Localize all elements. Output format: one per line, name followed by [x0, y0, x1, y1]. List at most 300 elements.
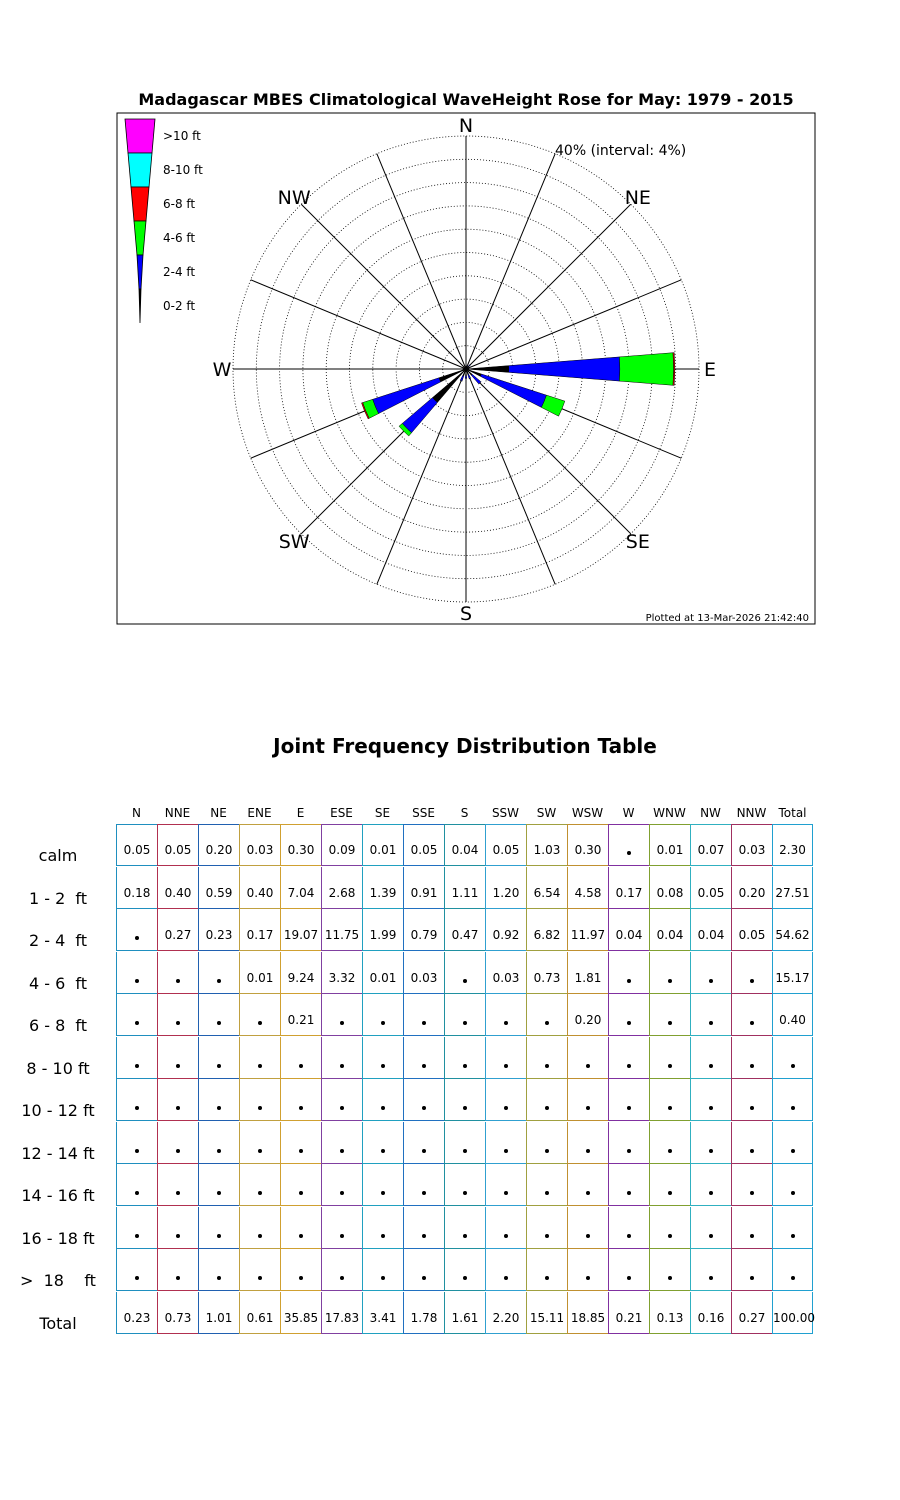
- empty-value-dot: [217, 1234, 221, 1238]
- legend-label: 4-6 ft: [163, 231, 196, 245]
- empty-value-dot: [258, 1276, 262, 1280]
- table-cell: [608, 867, 649, 909]
- legend-label: 6-8 ft: [163, 197, 196, 211]
- row-label: 1 - 2 ft: [28, 888, 88, 908]
- empty-value-dot: [627, 1234, 631, 1238]
- table-cell: [444, 1249, 485, 1291]
- column-header: NNE: [164, 806, 191, 820]
- empty-value-dot: [791, 1276, 795, 1280]
- empty-value-dot: [586, 1276, 590, 1280]
- table-cell: [239, 824, 280, 866]
- table-cell: [239, 994, 280, 1036]
- table-cell: [567, 1207, 608, 1249]
- cell-value: 15.17: [775, 970, 810, 985]
- table-cell: [649, 952, 690, 994]
- table-cell: [731, 824, 772, 866]
- table-cell: [321, 867, 362, 909]
- table-cell: [198, 1037, 239, 1079]
- table-cell: [403, 824, 444, 866]
- table-cell: [690, 994, 731, 1036]
- cell-value: 0.23: [205, 928, 233, 942]
- empty-value-dot: [791, 1064, 795, 1068]
- cell-value: 0.30: [287, 843, 315, 857]
- cell-value: 1.03: [533, 843, 561, 857]
- empty-value-dot: [750, 1149, 754, 1153]
- cell-value: 0.05: [738, 928, 766, 942]
- compass-label-ne: NE: [624, 187, 651, 210]
- table-cell: [567, 1292, 608, 1334]
- empty-value-dot: [422, 1276, 426, 1280]
- table-cell: [116, 994, 157, 1036]
- table-cell: [567, 824, 608, 866]
- empty-value-dot: [258, 1064, 262, 1068]
- row-label: Total: [39, 1313, 77, 1333]
- table-cell: [157, 1292, 198, 1334]
- table-cell: [444, 824, 485, 866]
- table-cell: [321, 952, 362, 994]
- cell-value: 0.17: [615, 885, 643, 900]
- empty-value-dot: [463, 1191, 467, 1195]
- empty-value-dot: [217, 1021, 221, 1025]
- legend-label: 0-2 ft: [163, 299, 196, 313]
- cell-value: 0.08: [656, 885, 684, 900]
- cell-value: 0.01: [369, 970, 397, 985]
- column-header: ENE: [247, 806, 272, 820]
- table-cell: [198, 824, 239, 866]
- empty-value-dot: [299, 1064, 303, 1068]
- table-cell: [567, 1249, 608, 1291]
- empty-value-dot: [463, 1021, 467, 1025]
- table-cell: [485, 1037, 526, 1079]
- table-cell: [772, 994, 813, 1036]
- table-cell: [157, 1122, 198, 1164]
- cell-value: 0.01: [656, 843, 684, 857]
- empty-value-dot: [176, 1191, 180, 1195]
- row-label: 6 - 8 ft: [28, 1016, 88, 1035]
- empty-value-dot: [135, 1064, 139, 1068]
- cell-value: 0.73: [533, 970, 561, 985]
- table-cell: [321, 1122, 362, 1164]
- table-cell: [772, 1249, 813, 1291]
- cell-value: 1.11: [451, 885, 479, 900]
- empty-value-dot: [340, 1106, 344, 1110]
- table-cell: [608, 994, 649, 1036]
- empty-value-dot: [258, 1149, 262, 1153]
- empty-value-dot: [668, 1021, 672, 1025]
- table-cell: [403, 1164, 444, 1206]
- table-cell: [772, 867, 813, 909]
- table-cell: [649, 1207, 690, 1249]
- table-cell: [608, 1122, 649, 1164]
- empty-value-dot: [627, 979, 631, 983]
- cell-value: 0.30: [574, 843, 602, 857]
- table-cell: [690, 1292, 731, 1334]
- column-header: N: [132, 806, 141, 820]
- table-cell: [731, 909, 772, 951]
- empty-value-dot: [668, 979, 672, 983]
- table-cell: [485, 994, 526, 1036]
- empty-value-dot: [791, 1234, 795, 1238]
- table-cell: [690, 909, 731, 951]
- table-cell: [526, 1122, 567, 1164]
- table-cell: [649, 1164, 690, 1206]
- table-cell: [116, 1122, 157, 1164]
- empty-value-dot: [176, 979, 180, 983]
- table-cell: [157, 1037, 198, 1079]
- cell-value: 11.75: [324, 928, 360, 942]
- table-cell: [690, 824, 731, 866]
- empty-value-dot: [463, 1064, 467, 1068]
- cell-value: 0.09: [328, 843, 356, 857]
- empty-value-dot: [709, 1149, 713, 1153]
- table-cell: [731, 867, 772, 909]
- table-cell: [526, 952, 567, 994]
- table-cell: [649, 909, 690, 951]
- table-cell: [321, 1207, 362, 1249]
- cell-value: 1.81: [574, 970, 602, 985]
- cell-value: 0.05: [410, 843, 438, 857]
- empty-value-dot: [750, 1234, 754, 1238]
- empty-value-dot: [340, 1064, 344, 1068]
- row-label: 10 - 12 ft: [21, 1101, 95, 1120]
- empty-value-dot: [340, 1276, 344, 1280]
- empty-value-dot: [176, 1021, 180, 1025]
- table-cell: [362, 1207, 403, 1249]
- empty-value-dot: [586, 1064, 590, 1068]
- cell-value: 0.20: [205, 843, 233, 857]
- cell-value: 1.99: [369, 928, 397, 942]
- table-cell: [772, 1164, 813, 1206]
- table-cell: [567, 1079, 608, 1121]
- table-cell: [731, 1164, 772, 1206]
- table-cell: [321, 1292, 362, 1334]
- empty-value-dot: [340, 1149, 344, 1153]
- table-cell: [362, 1122, 403, 1164]
- cell-value: 0.16: [697, 1310, 725, 1325]
- table-cell: [526, 1207, 567, 1249]
- table-cell: [649, 1292, 690, 1334]
- table-cell: [116, 909, 157, 951]
- empty-value-dot: [422, 1149, 426, 1153]
- empty-value-dot: [463, 1234, 467, 1238]
- table-cell: [444, 1292, 485, 1334]
- table-cell: [362, 1037, 403, 1079]
- legend-label: >10 ft: [163, 129, 201, 143]
- cell-value: 0.73: [164, 1310, 192, 1325]
- empty-value-dot: [750, 1106, 754, 1110]
- compass-label-se: SE: [625, 530, 650, 553]
- table-cell: [608, 1164, 649, 1206]
- table-cell: [485, 1079, 526, 1121]
- table-cell: [526, 1079, 567, 1121]
- table-cell: [403, 909, 444, 951]
- empty-value-dot: [135, 1021, 139, 1025]
- cell-value: 0.61: [246, 1310, 274, 1325]
- compass-label-n: N: [458, 115, 474, 137]
- empty-value-dot: [299, 1106, 303, 1110]
- table-cell: [526, 867, 567, 909]
- cell-value: 7.04: [287, 885, 315, 900]
- table-cell: [608, 952, 649, 994]
- table-cell: [198, 1249, 239, 1291]
- row-label: 2 - 4 ft: [28, 931, 88, 950]
- empty-value-dot: [709, 979, 713, 983]
- table-cell: [485, 824, 526, 866]
- column-header: W: [622, 806, 635, 820]
- table-cell: [198, 1164, 239, 1206]
- empty-value-dot: [381, 1276, 385, 1280]
- empty-value-dot: [627, 1191, 631, 1195]
- empty-value-dot: [422, 1191, 426, 1195]
- cell-value: 35.85: [283, 1310, 319, 1325]
- column-header: SW: [536, 806, 557, 820]
- column-header: S: [460, 806, 469, 820]
- empty-value-dot: [217, 979, 221, 983]
- cell-value: 0.27: [164, 928, 192, 942]
- empty-value-dot: [381, 1106, 385, 1110]
- empty-value-dot: [545, 1106, 549, 1110]
- empty-value-dot: [668, 1106, 672, 1110]
- ring-interval-label: 40% (interval: 4%): [555, 143, 687, 159]
- table-cell: [731, 1249, 772, 1291]
- table-cell: [116, 1037, 157, 1079]
- table-cell: [526, 1037, 567, 1079]
- table-cell: [608, 1079, 649, 1121]
- cell-value: 0.23: [123, 1310, 151, 1325]
- table-cell: [157, 952, 198, 994]
- cell-value: 0.91: [410, 885, 438, 900]
- empty-value-dot: [504, 1191, 508, 1195]
- column-header: SE: [374, 806, 391, 820]
- table-cell: [157, 824, 198, 866]
- table-cell: [198, 1079, 239, 1121]
- table-cell: [198, 867, 239, 909]
- table-cell: [198, 952, 239, 994]
- empty-value-dot: [135, 1191, 139, 1195]
- table-cell: [731, 952, 772, 994]
- cell-value: 1.61: [451, 1310, 479, 1325]
- empty-value-dot: [217, 1064, 221, 1068]
- empty-value-dot: [135, 1106, 139, 1110]
- column-header: WNW: [653, 806, 686, 820]
- table-cell: [403, 994, 444, 1036]
- table-cell: [772, 1037, 813, 1079]
- empty-value-dot: [504, 1276, 508, 1280]
- table-cell: [649, 1079, 690, 1121]
- column-header: NNW: [736, 806, 767, 820]
- table-cell: [772, 1207, 813, 1249]
- empty-value-dot: [422, 1064, 426, 1068]
- row-label: calm: [38, 846, 78, 865]
- empty-value-dot: [422, 1021, 426, 1025]
- cell-value: 4.58: [574, 885, 602, 900]
- cell-value: 0.03: [492, 970, 520, 985]
- table-cell: [280, 1292, 321, 1334]
- empty-value-dot: [258, 1234, 262, 1238]
- empty-value-dot: [176, 1106, 180, 1110]
- empty-value-dot: [709, 1064, 713, 1068]
- table-cell: [321, 1164, 362, 1206]
- cell-value: 27.51: [775, 885, 810, 900]
- cell-value: 0.04: [615, 928, 643, 942]
- empty-value-dot: [545, 1234, 549, 1238]
- table-cell: [690, 1164, 731, 1206]
- cell-value: 1.39: [369, 885, 397, 900]
- cell-value: 0.40: [779, 1013, 806, 1027]
- table-cell: [485, 1122, 526, 1164]
- table-cell: [239, 1122, 280, 1164]
- table-cell: [772, 952, 813, 994]
- table-cell: [116, 1207, 157, 1249]
- cell-value: 15.11: [529, 1310, 565, 1325]
- table-cell: [772, 1122, 813, 1164]
- table-cell: [690, 1079, 731, 1121]
- cell-value: 1.01: [205, 1310, 233, 1325]
- empty-value-dot: [791, 1106, 795, 1110]
- cell-value: 3.41: [369, 1310, 397, 1325]
- cell-value: 0.07: [697, 843, 725, 857]
- empty-value-dot: [627, 1106, 631, 1110]
- column-header: SSW: [491, 806, 520, 820]
- table-cell: [280, 1037, 321, 1079]
- empty-value-dot: [258, 1021, 262, 1025]
- empty-value-dot: [217, 1149, 221, 1153]
- table-cell: [731, 1207, 772, 1249]
- table-cell: [485, 1292, 526, 1334]
- cell-value: 0.04: [451, 843, 479, 857]
- table-cell: [280, 1207, 321, 1249]
- empty-value-dot: [463, 1106, 467, 1110]
- cell-value: 9.24: [287, 970, 315, 985]
- table-cell: [362, 1292, 403, 1334]
- empty-value-dot: [545, 1191, 549, 1195]
- empty-value-dot: [299, 1191, 303, 1195]
- empty-value-dot: [176, 1064, 180, 1068]
- empty-value-dot: [381, 1064, 385, 1068]
- cell-value: 1.78: [410, 1310, 438, 1325]
- column-header: ESE: [330, 806, 353, 820]
- table-cell: [239, 867, 280, 909]
- empty-value-dot: [381, 1191, 385, 1195]
- table-cell: [239, 952, 280, 994]
- empty-value-dot: [299, 1234, 303, 1238]
- table-cell: [649, 867, 690, 909]
- cell-value: 17.83: [324, 1310, 360, 1325]
- empty-value-dot: [217, 1106, 221, 1110]
- empty-value-dot: [627, 1149, 631, 1153]
- table-cell: [403, 1249, 444, 1291]
- empty-value-dot: [586, 1106, 590, 1110]
- column-header: WSW: [571, 806, 604, 820]
- empty-value-dot: [422, 1234, 426, 1238]
- empty-value-dot: [586, 1191, 590, 1195]
- table-cell: [239, 1079, 280, 1121]
- table-cell: [403, 1079, 444, 1121]
- empty-value-dot: [545, 1021, 549, 1025]
- empty-value-dot: [545, 1276, 549, 1280]
- table-cell: [567, 1122, 608, 1164]
- empty-value-dot: [422, 1106, 426, 1110]
- cell-value: 1.20: [492, 885, 520, 900]
- table-cell: [239, 909, 280, 951]
- table-cell: [280, 909, 321, 951]
- table-cell: [321, 1249, 362, 1291]
- table-cell: [157, 1079, 198, 1121]
- table-cell: [444, 1164, 485, 1206]
- table-cell: [444, 1122, 485, 1164]
- table-cell: [772, 824, 813, 866]
- plotted-at-label: Plotted at 13-Mar-2026 21:42:40: [645, 613, 809, 624]
- table-cell: [444, 952, 485, 994]
- empty-value-dot: [463, 979, 467, 983]
- table-cell: [690, 1249, 731, 1291]
- table-title: Joint Frequency Distribution Table: [273, 734, 657, 758]
- table-cell: [403, 952, 444, 994]
- empty-value-dot: [176, 1149, 180, 1153]
- cell-value: 0.03: [246, 843, 274, 857]
- empty-value-dot: [668, 1149, 672, 1153]
- table-cell: [157, 909, 198, 951]
- table-cell: [403, 1037, 444, 1079]
- table-cell: [403, 1292, 444, 1334]
- empty-value-dot: [750, 1191, 754, 1195]
- cell-value: 0.18: [123, 885, 151, 900]
- cell-value: 0.17: [246, 928, 274, 942]
- table-cell: [157, 994, 198, 1036]
- cell-value: 0.05: [697, 885, 725, 900]
- table-cell: [444, 1079, 485, 1121]
- table-cell: [280, 824, 321, 866]
- empty-value-dot: [176, 1234, 180, 1238]
- cell-value: 0.04: [656, 928, 684, 942]
- table-cell: [485, 1164, 526, 1206]
- empty-value-dot: [381, 1149, 385, 1153]
- table-cell: [444, 1037, 485, 1079]
- table-cell: [526, 909, 567, 951]
- empty-value-dot: [381, 1021, 385, 1025]
- table-cell: [731, 1037, 772, 1079]
- table-cell: [608, 1292, 649, 1334]
- table-cell: [731, 1079, 772, 1121]
- cell-value: 0.05: [492, 843, 520, 857]
- table-cell: [116, 824, 157, 866]
- table-cell: [280, 867, 321, 909]
- cell-value: 2.68: [328, 885, 356, 900]
- table-cell: [608, 1207, 649, 1249]
- column-header: NE: [210, 806, 227, 820]
- cell-value: 0.27: [738, 1310, 766, 1325]
- table-cell: [280, 1079, 321, 1121]
- empty-value-dot: [545, 1149, 549, 1153]
- empty-value-dot: [627, 851, 631, 855]
- compass-label-nw: NW: [277, 187, 311, 210]
- empty-value-dot: [299, 1276, 303, 1280]
- cell-value: 0.20: [574, 1013, 602, 1027]
- row-label: > 18 ft: [20, 1271, 96, 1290]
- table-cell: [280, 1249, 321, 1291]
- table-cell: [690, 1122, 731, 1164]
- row-label: 4 - 6 ft: [28, 973, 88, 993]
- table-cell: [403, 1207, 444, 1249]
- empty-value-dot: [709, 1191, 713, 1195]
- table-cell: [649, 994, 690, 1036]
- table-cell: [321, 1037, 362, 1079]
- table-cell: [567, 994, 608, 1036]
- table-cell: [321, 1079, 362, 1121]
- cell-value: 0.13: [656, 1310, 684, 1325]
- table-cell: [649, 1037, 690, 1079]
- table-cell: [608, 1037, 649, 1079]
